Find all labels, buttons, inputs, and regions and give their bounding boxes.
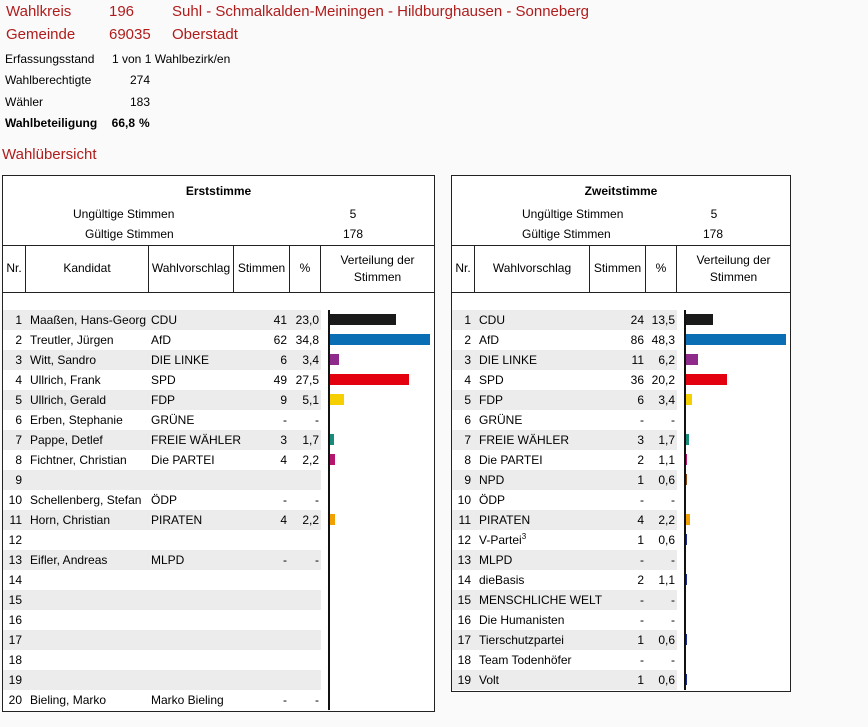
vote-bar [685, 354, 698, 365]
row-stimmen: - [640, 593, 644, 607]
vote-bar [685, 394, 692, 405]
row-wahlvorschlag-text: GRÜNE [479, 413, 523, 427]
row-nr: 16 [8, 613, 22, 627]
row-pct: - [671, 413, 675, 427]
row-stimmen: - [640, 553, 644, 567]
row-nr: 14 [457, 573, 471, 587]
ungueltig-label: Ungültige Stimmen [73, 207, 175, 221]
row-nr: 16 [457, 613, 471, 627]
row-wahlvorschlag-text: FDP [479, 393, 503, 407]
row-stimmen: 1 [637, 633, 644, 647]
erfassung-label: Erfassungsstand [5, 52, 95, 66]
table-row [3, 670, 321, 690]
table-row [3, 450, 321, 470]
table-row [452, 670, 677, 690]
section-title-text: Wahlübersicht [2, 146, 97, 163]
row-nr: 17 [8, 633, 22, 647]
row-kandidat: Witt, Sandro [30, 353, 97, 367]
row-wahlvorschlag-text: Volt [479, 673, 500, 687]
row-wahlvorschlag [479, 670, 499, 690]
vote-bar [329, 394, 344, 405]
table-row [452, 370, 677, 390]
vote-bar [329, 354, 339, 365]
row-wahlvorschlag [479, 430, 569, 450]
row-pct: - [315, 493, 319, 507]
table-row [452, 630, 677, 650]
row-stimmen: 6 [280, 353, 287, 367]
chart-axis [328, 310, 330, 710]
row-kandidat: Bieling, Marko [30, 693, 107, 707]
row-wahlvorschlag [479, 310, 505, 330]
row-wahlvorschlag: FDP [151, 393, 175, 407]
gemeinde-name: Oberstadt [172, 26, 238, 43]
row-nr: 19 [8, 673, 22, 687]
beteiligung-label: Wahlbeteiligung [5, 116, 98, 130]
row-nr: 4 [464, 373, 471, 387]
row-stimmen: 41 [273, 313, 287, 327]
col-verteilung: Verteilung der Stimmen [340, 252, 415, 284]
row-pct: - [315, 693, 319, 707]
row-wahlvorschlag [479, 550, 512, 570]
footnote-marker: 3 [521, 532, 527, 541]
row-nr: 9 [464, 473, 471, 487]
table-row [3, 690, 321, 710]
erststimme-table [2, 175, 435, 712]
row-nr: 17 [457, 633, 471, 647]
row-nr: 11 [458, 513, 471, 527]
row-wahlvorschlag [479, 370, 504, 390]
row-pct: 23,0 [295, 313, 319, 327]
beteiligung-value: 66,8 [111, 116, 135, 130]
row-stimmen: 49 [273, 373, 287, 387]
row-nr: 8 [15, 453, 22, 467]
row-pct: - [671, 593, 675, 607]
col-stimmen: Stimmen [234, 245, 290, 292]
row-nr: 20 [8, 693, 22, 707]
row-stimmen: 6 [637, 393, 644, 407]
row-wahlvorschlag [479, 490, 505, 510]
table-row [452, 550, 677, 570]
vote-bar [329, 334, 430, 345]
table-row [3, 590, 321, 610]
row-nr: 5 [15, 393, 22, 407]
row-wahlvorschlag-text: dieBasis [479, 573, 525, 587]
row-stimmen: - [640, 413, 644, 427]
row-wahlvorschlag-text: Die PARTEI [479, 453, 543, 467]
row-kandidat: Horn, Christian [30, 513, 111, 527]
row-wahlvorschlag: DIE LINKE [151, 353, 210, 367]
row-nr: 2 [464, 333, 471, 347]
vote-bar [329, 314, 396, 325]
row-wahlvorschlag-text: MLPD [479, 553, 513, 567]
col-kandidat: Kandidat [26, 245, 149, 292]
col-wahlvorschlag: Wahlvorschlag [149, 245, 234, 292]
table-row [452, 610, 677, 630]
row-stimmen: 24 [630, 313, 644, 327]
gueltig-value: 178 [342, 227, 364, 241]
row-wahlvorschlag [479, 350, 537, 370]
row-kandidat: Ullrich, Gerald [30, 393, 107, 407]
row-kandidat: Pappe, Detlef [30, 433, 103, 447]
row-wahlvorschlag [479, 530, 526, 550]
table-row [3, 410, 321, 430]
table-row [3, 430, 321, 450]
row-pct: 1,1 [658, 573, 675, 587]
gueltig-label: Gültige Stimmen [85, 227, 174, 241]
row-nr: 7 [15, 433, 22, 447]
table-row [452, 470, 677, 490]
row-pct: 20,2 [651, 373, 675, 387]
row-nr: 4 [15, 373, 22, 387]
row-nr: 6 [15, 413, 22, 427]
row-nr: 18 [457, 653, 471, 667]
wahlberechtigte-value: 274 [129, 73, 150, 87]
wahlkreis-name: Suhl - Schmalkalden-Meiningen - Hildburghausen - Sonneberg [172, 3, 589, 20]
row-wahlvorschlag: ÖDP [151, 493, 178, 507]
row-stimmen: 4 [280, 513, 287, 527]
beteiligung-unit: % [139, 116, 150, 130]
table-row [3, 370, 321, 390]
row-wahlvorschlag [479, 570, 524, 590]
col-verteilung: Verteilung der Stimmen [696, 252, 771, 284]
waehler-value: 183 [129, 95, 150, 109]
ungueltig-value: 5 [349, 207, 357, 221]
table-row [452, 430, 677, 450]
row-stimmen: - [640, 653, 644, 667]
wahlberechtigte-label: Wahlberechtigte [5, 73, 92, 87]
row-kandidat: Erben, Stephanie [30, 413, 123, 427]
table-row [3, 630, 321, 650]
row-wahlvorschlag [479, 590, 602, 610]
col-pct: % [290, 245, 321, 292]
row-nr: 12 [8, 533, 22, 547]
vote-bar [685, 374, 727, 385]
table-row [452, 330, 677, 350]
row-pct: 1,7 [658, 433, 675, 447]
row-kandidat: Treutler, Jürgen [30, 333, 114, 347]
table-row [452, 530, 677, 550]
row-nr: 13 [8, 553, 22, 567]
row-pct: 0,6 [658, 473, 675, 487]
row-wahlvorschlag-text: AfD [479, 333, 500, 347]
row-pct: 3,4 [658, 393, 675, 407]
table-row [452, 390, 677, 410]
row-wahlvorschlag-text: DIE LINKE [479, 353, 538, 367]
table-row [452, 490, 677, 510]
row-nr: 3 [464, 353, 471, 367]
table-row [452, 310, 677, 330]
zweitstimme-title: Zweitstimme [584, 184, 658, 198]
row-stimmen: 2 [637, 573, 644, 587]
row-wahlvorschlag-text: NPD [479, 473, 505, 487]
row-kandidat: Fichtner, Christian [30, 453, 127, 467]
ungueltig-value: 5 [710, 207, 718, 221]
row-pct: 0,6 [658, 533, 675, 547]
row-nr: 15 [8, 593, 22, 607]
row-wahlvorschlag-text: Tierschutzpartei [479, 633, 564, 647]
row-nr: 7 [464, 433, 471, 447]
row-pct: 0,6 [658, 633, 675, 647]
row-stimmen: 11 [631, 353, 644, 367]
row-kandidat: Maaßen, Hans-Georg [30, 313, 147, 327]
row-pct: 13,5 [651, 313, 675, 327]
col-nr: Nr. [3, 245, 26, 292]
vote-bar [685, 314, 713, 325]
table-row [3, 490, 321, 510]
row-wahlvorschlag-text: PIRATEN [479, 513, 531, 527]
row-nr: 12 [457, 533, 471, 547]
row-nr: 6 [464, 413, 471, 427]
table-row [3, 310, 321, 330]
row-nr: 2 [15, 333, 22, 347]
row-pct: 48,3 [651, 333, 675, 347]
row-pct: - [315, 553, 319, 567]
zweitstimme-summary [452, 176, 790, 246]
row-pct: 5,1 [302, 393, 319, 407]
row-nr: 3 [15, 353, 22, 367]
table-row [3, 570, 321, 590]
row-wahlvorschlag: Die PARTEI [151, 453, 215, 467]
row-wahlvorschlag [479, 330, 499, 350]
row-stimmen: 2 [637, 453, 644, 467]
row-wahlvorschlag [479, 510, 530, 530]
row-wahlvorschlag-text: FREIE WÄHLER [479, 433, 570, 447]
gemeinde-number: 69035 [109, 26, 151, 43]
erststimme-column-header [3, 245, 434, 293]
table-row [3, 530, 321, 550]
row-stimmen: 3 [637, 433, 644, 447]
row-pct: 0,6 [658, 673, 675, 687]
row-wahlvorschlag: PIRATEN [151, 513, 203, 527]
row-wahlvorschlag [479, 450, 543, 470]
table-row [3, 330, 321, 350]
row-stimmen: 3 [280, 433, 287, 447]
row-wahlvorschlag: Marko Bieling [151, 693, 224, 707]
table-row [3, 470, 321, 490]
row-pct: 6,2 [658, 353, 675, 367]
row-wahlvorschlag-text: SPD [479, 373, 504, 387]
erfassung-value: 1 von 1 Wahlbezirk/en [112, 52, 231, 66]
row-stimmen: 1 [637, 473, 644, 487]
row-wahlvorschlag: GRÜNE [151, 413, 195, 427]
row-wahlvorschlag [479, 470, 504, 490]
row-pct: - [671, 613, 675, 627]
row-pct: - [671, 553, 675, 567]
table-row [3, 350, 321, 370]
row-nr: 19 [457, 673, 471, 687]
gemeinde-label: Gemeinde [6, 26, 76, 43]
row-stimmen: 4 [280, 453, 287, 467]
row-wahlvorschlag [479, 610, 564, 630]
row-kandidat: Ullrich, Frank [30, 373, 101, 387]
row-stimmen: 1 [637, 533, 644, 547]
ungueltig-label: Ungültige Stimmen [522, 207, 624, 221]
table-row [452, 590, 677, 610]
row-wahlvorschlag [479, 630, 564, 650]
row-kandidat: Schellenberg, Stefan [30, 493, 142, 507]
row-nr: 18 [8, 653, 22, 667]
row-wahlvorschlag [479, 650, 572, 670]
row-pct: 27,5 [295, 373, 319, 387]
table-row [452, 570, 677, 590]
table-row [452, 410, 677, 430]
row-wahlvorschlag-text: V-Partei [479, 533, 522, 547]
row-nr: 10 [8, 493, 22, 507]
table-row [3, 390, 321, 410]
row-nr: 5 [464, 393, 471, 407]
col-wahlvorschlag: Wahlvorschlag [475, 245, 590, 292]
vote-bar [685, 334, 786, 345]
row-wahlvorschlag-text: ÖDP [479, 493, 506, 507]
col-pct: % [646, 245, 677, 292]
row-pct: 1,7 [302, 433, 319, 447]
row-wahlvorschlag [479, 410, 522, 430]
row-wahlvorschlag: CDU [151, 313, 177, 327]
row-stimmen: - [283, 553, 287, 567]
row-nr: 10 [457, 493, 471, 507]
row-stimmen: 1 [637, 673, 644, 687]
row-stimmen: 4 [637, 513, 644, 527]
row-pct: - [671, 493, 675, 507]
row-wahlvorschlag [479, 390, 503, 410]
erststimme-title: Erststimme [185, 184, 252, 198]
table-row [452, 450, 677, 470]
row-nr: 1 [15, 313, 22, 327]
row-kandidat: Eifler, Andreas [30, 553, 108, 567]
gueltig-value: 178 [702, 227, 724, 241]
row-nr: 11 [9, 513, 22, 527]
row-stimmen: - [283, 493, 287, 507]
row-pct: 2,2 [658, 513, 675, 527]
table-row [452, 510, 677, 530]
row-stimmen: - [283, 413, 287, 427]
row-nr: 1 [464, 313, 471, 327]
vote-bar [329, 374, 409, 385]
row-wahlvorschlag: AfD [151, 333, 172, 347]
row-stimmen: 86 [630, 333, 644, 347]
gueltig-label: Gültige Stimmen [522, 227, 611, 241]
row-stimmen: - [283, 693, 287, 707]
row-nr: 14 [8, 573, 22, 587]
row-stimmen: 36 [630, 373, 644, 387]
table-row [452, 650, 677, 670]
row-nr: 8 [464, 453, 471, 467]
chart-axis [684, 310, 686, 690]
row-wahlvorschlag: FREIE WÄHLER [151, 433, 242, 447]
zweitstimme-column-header [452, 245, 790, 293]
table-row [3, 550, 321, 570]
row-wahlvorschlag-text: Die Humanisten [479, 613, 565, 627]
wahlkreis-number: 196 [109, 3, 135, 20]
erststimme-summary [3, 176, 434, 246]
row-pct: 3,4 [302, 353, 319, 367]
row-pct: 2,2 [302, 453, 319, 467]
row-nr: 9 [15, 473, 22, 487]
row-pct: 34,8 [295, 333, 319, 347]
row-pct: - [671, 653, 675, 667]
col-stimmen: Stimmen [590, 245, 646, 292]
row-stimmen: 62 [273, 333, 287, 347]
row-nr: 13 [457, 553, 471, 567]
row-pct: - [315, 413, 319, 427]
row-wahlvorschlag: MLPD [151, 553, 185, 567]
row-nr: 15 [457, 593, 471, 607]
row-wahlvorschlag-text: CDU [479, 313, 505, 327]
col-nr: Nr. [452, 245, 475, 292]
row-stimmen: - [640, 613, 644, 627]
row-stimmen: 9 [280, 393, 287, 407]
wahlkreis-label: Wahlkreis [6, 3, 72, 20]
waehler-label: Wähler [5, 95, 44, 109]
table-row [3, 650, 321, 670]
row-wahlvorschlag-text: MENSCHLICHE WELT [479, 593, 603, 607]
table-row [3, 510, 321, 530]
row-wahlvorschlag: SPD [151, 373, 176, 387]
row-stimmen: - [640, 493, 644, 507]
row-pct: 2,2 [302, 513, 319, 527]
zweitstimme-table [451, 175, 791, 692]
table-row [3, 610, 321, 630]
row-pct: 1,1 [658, 453, 675, 467]
table-row [452, 350, 677, 370]
row-wahlvorschlag-text: Team Todenhöfer [479, 653, 572, 667]
